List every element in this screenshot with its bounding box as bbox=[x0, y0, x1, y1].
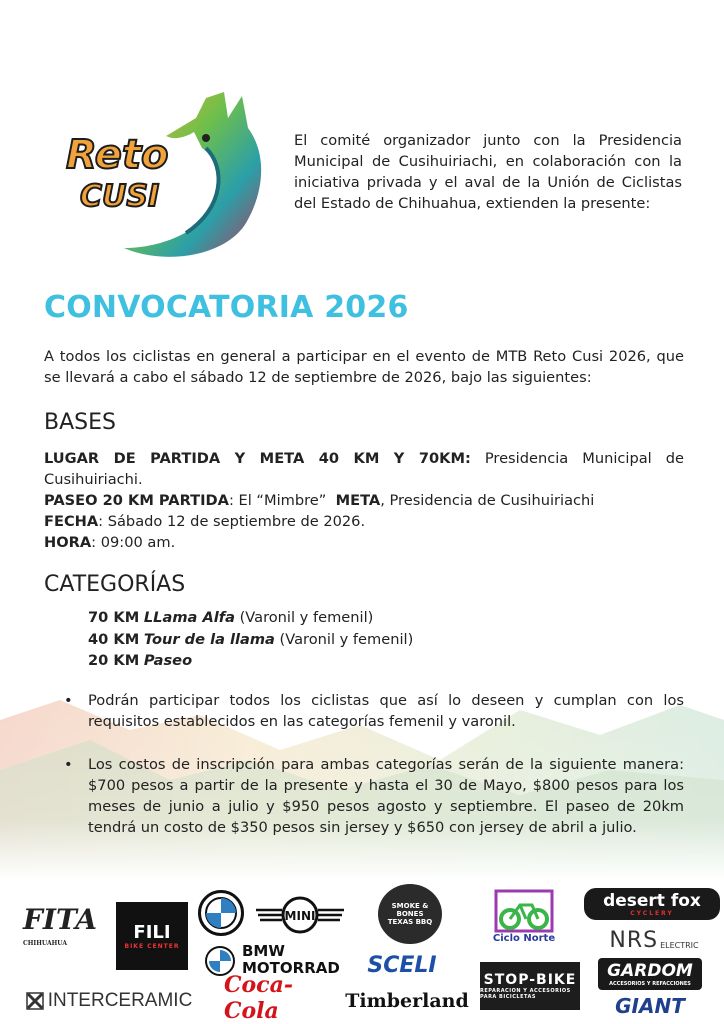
gardom-sub: ACCESORIOS Y REFACCIONES bbox=[609, 981, 691, 987]
gardom-text: GARDOM bbox=[607, 961, 693, 981]
bullet-dot: • bbox=[64, 692, 73, 709]
paseo-value: , Presidencia de Cusihuiriachi bbox=[380, 492, 595, 509]
nrs-sub: ELECTRIC bbox=[660, 940, 699, 950]
categoria-item bbox=[88, 650, 413, 672]
fecha-label: FECHA bbox=[44, 513, 99, 530]
interceramic-text: INTERCERAMIC bbox=[47, 990, 193, 1011]
sceli-logo bbox=[358, 950, 446, 980]
mini-logo bbox=[256, 896, 344, 934]
smoke-text-1: SMOKE & BONES bbox=[391, 902, 429, 918]
fita-logo bbox=[10, 903, 110, 952]
smoke-and-bones-logo bbox=[378, 884, 442, 944]
categoria-note: (Varonil y femenil) bbox=[274, 630, 414, 648]
page-title: CONVOCATORIA 2026 bbox=[44, 290, 409, 325]
categoria-km: 40 KM bbox=[88, 630, 140, 648]
fili-sub: BIKE CENTER bbox=[124, 943, 180, 950]
sceli-text: SCELI bbox=[367, 952, 437, 978]
hora-value: : 09:00 am. bbox=[91, 534, 176, 551]
mini-wings-icon bbox=[256, 896, 344, 934]
gardom-logo bbox=[598, 958, 702, 990]
lugar-label: LUGAR DE PARTIDA Y META 40 KM Y 70KM: bbox=[44, 450, 471, 467]
categorias-heading: CATEGORÍAS bbox=[44, 572, 186, 597]
bmw-motorrad-text-1: BMW bbox=[242, 942, 285, 960]
desert-fox-text: desert fox bbox=[603, 891, 701, 911]
hora-label: HORA bbox=[44, 534, 92, 551]
bicycle-icon bbox=[494, 889, 554, 933]
timberland-text: Timberland bbox=[345, 990, 469, 1012]
giant-text: GIANT bbox=[615, 994, 685, 1018]
categoria-item bbox=[88, 607, 413, 629]
bullet-dot: • bbox=[64, 756, 73, 773]
stop-bike-text: STOP-BIKE bbox=[483, 972, 577, 988]
meta-label: META bbox=[335, 492, 381, 509]
stop-bike-logo bbox=[480, 962, 580, 1010]
hora-line bbox=[44, 532, 684, 553]
coca-cola-logo bbox=[224, 972, 324, 1024]
fili-logo bbox=[116, 902, 188, 970]
coca-cola-text: Coca-Cola bbox=[224, 972, 293, 1024]
ciclo-norte-logo bbox=[486, 884, 562, 948]
fili-text: FILI bbox=[133, 922, 171, 943]
bases-heading: BASES bbox=[44, 410, 116, 435]
fecha-line bbox=[44, 511, 684, 532]
smoke-text-2: TEXAS BBQ bbox=[387, 918, 433, 926]
logo-text-reto: Reto bbox=[66, 132, 169, 178]
giant-logo bbox=[594, 994, 706, 1018]
bullet-item bbox=[44, 754, 684, 838]
nrs-text: NRS bbox=[609, 927, 659, 953]
reto-cusi-logo bbox=[56, 88, 286, 268]
lead-paragraph: A todos los ciclistas en general a participar en el evento de MTB Reto Cusi 2026, que se llevará a cabo el sábado 12 de septiembre de 2026, bajo las siguientes: bbox=[44, 348, 684, 386]
bases-section bbox=[44, 448, 684, 553]
paseo-mid: : El “Mimbre” bbox=[228, 492, 336, 509]
paseo-label: PASEO 20 KM PARTIDA bbox=[44, 492, 229, 509]
categoria-note: (Varonil y femenil) bbox=[234, 609, 374, 626]
fita-sub: CHIHUAHUA bbox=[22, 940, 67, 947]
bullet-text: Podrán participar todos los ciclistas que así lo deseen y cumplan con los requisitos establecidos en las categorías femenil y varonil. bbox=[88, 692, 684, 730]
categoria-name: LLama Alfa bbox=[143, 609, 235, 626]
desert-fox-sub: CYCLERY bbox=[630, 910, 674, 917]
categoria-name: Tour de la llama bbox=[143, 630, 275, 648]
categorias-list bbox=[88, 607, 413, 672]
lugar-line bbox=[44, 448, 684, 469]
desert-fox-logo bbox=[584, 888, 720, 920]
bmw-roundel-small-icon bbox=[208, 949, 232, 973]
nrs-logo bbox=[606, 928, 702, 952]
interceramic-mark-icon bbox=[26, 992, 44, 1010]
bullet-list bbox=[44, 690, 684, 860]
categoria-km: 20 KM bbox=[88, 652, 140, 669]
svg-text:MINI: MINI bbox=[284, 909, 316, 923]
intro-paragraph: El comité organizador junto con la Presidencia Municipal de Cusihuiriachi, en colaboración con la iniciativa privada y el aval de la Unión de Ciclistas del Estado de Chihuahua, extienden la presente: bbox=[294, 132, 682, 212]
paseo-line bbox=[44, 490, 684, 511]
logo-text-cusi: CUSI bbox=[80, 179, 160, 214]
lugar-line-2 bbox=[44, 469, 684, 490]
bmw-roundel-icon bbox=[204, 896, 238, 930]
ciclo-norte-text: Ciclo Norte bbox=[492, 932, 556, 944]
stop-bike-sub: REPARACION Y ACCESORIOS PARA BICICLETAS bbox=[480, 988, 571, 1000]
fita-text: FITA bbox=[22, 903, 97, 936]
fecha-value: : Sábado 12 de septiembre de 2026. bbox=[98, 513, 366, 530]
bmw-logo bbox=[198, 890, 244, 936]
lugar-value-2: Cusihuiriachi. bbox=[44, 471, 143, 488]
categoria-km: 70 KM bbox=[88, 609, 140, 626]
bullet-text: Los costos de inscripción para ambas categorías serán de la siguiente manera: $700 pesos a partir de la presente y hasta el 30 de Mayo, $800 pesos para los meses de junio a julio y $950 pesos agosto y septiembre. El paseo de 20km tendrá un costo de $350 pesos sin jersey y $650 con jersey de abril a julio. bbox=[88, 756, 684, 836]
categoria-name: Paseo bbox=[143, 652, 193, 669]
interceramic-logo bbox=[14, 988, 204, 1014]
bmw-motorrad-text-2: MOTORRAD bbox=[242, 959, 340, 977]
timberland-logo bbox=[346, 986, 472, 1016]
lugar-value-1: Presidencia Municipal de bbox=[484, 450, 684, 467]
bullet-item bbox=[44, 690, 684, 732]
categoria-item bbox=[88, 629, 413, 651]
